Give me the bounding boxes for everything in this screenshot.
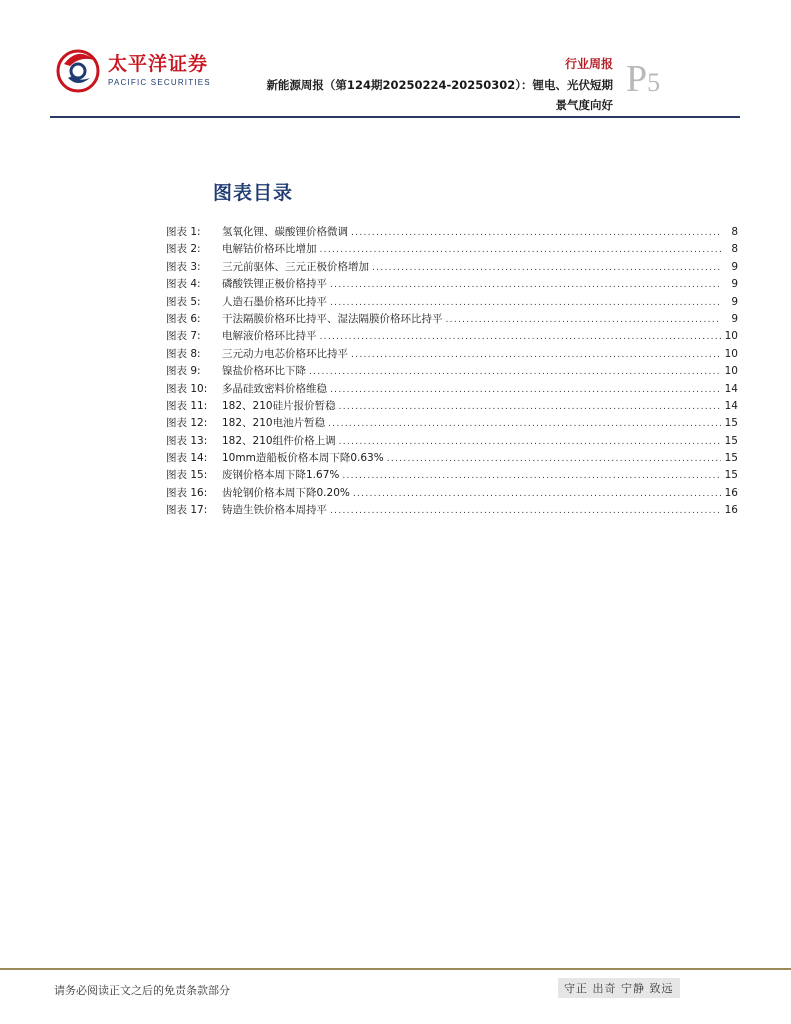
toc-dot-leader xyxy=(351,350,721,360)
toc-entry-page: 8 xyxy=(731,226,738,238)
toc-dot-leader xyxy=(330,506,721,516)
toc-entry-label: 图表 5: xyxy=(166,295,201,308)
toc-entry-label: 图表 9: xyxy=(166,365,201,378)
toc-entry-title: 齿轮钢价格本周下降0.20% xyxy=(222,486,350,499)
toc-entry-title: 182、210电池片暂稳 xyxy=(222,417,326,430)
toc-entry-label: 图表 1: xyxy=(166,226,201,238)
toc-entry[interactable] xyxy=(166,311,738,328)
logo-text-cn: 太平洋证券 xyxy=(108,53,209,75)
toc-entry-label: 图表 2: xyxy=(166,243,201,256)
toc-dot-leader xyxy=(342,471,721,481)
toc-entry-page: 16 xyxy=(724,504,738,517)
toc-entry-title: 三元前驱体、三元正极价格增加 xyxy=(222,260,369,273)
toc-entry-page: 9 xyxy=(731,295,738,308)
toc-dot-leader xyxy=(330,298,721,308)
toc-entry-title: 人造石墨价格环比持平 xyxy=(222,295,327,308)
toc-entry-page: 9 xyxy=(731,260,738,273)
toc-entry[interactable] xyxy=(166,398,738,415)
toc-entry[interactable] xyxy=(166,467,738,484)
report-title-line-1: 新能源周报（第124期20250224-20250302）：锂电、光伏短期 xyxy=(266,78,613,92)
company-logo xyxy=(50,44,210,94)
toc-entry[interactable] xyxy=(166,485,738,502)
toc-entry-label: 图表 10: xyxy=(166,382,208,395)
toc-dot-leader xyxy=(372,263,721,273)
toc-dot-leader xyxy=(320,245,722,255)
page-number xyxy=(626,60,660,98)
logo-emblem-icon xyxy=(50,44,106,94)
toc-entry-label: 图表 12: xyxy=(166,417,208,430)
toc-entry-page: 15 xyxy=(724,417,738,430)
toc-entry[interactable] xyxy=(166,328,738,345)
figure-table-of-contents xyxy=(166,224,738,520)
toc-entry-label: 图表 6: xyxy=(166,312,201,325)
toc-entry-label: 图表 16: xyxy=(166,486,208,499)
toc-entry-label: 图表 14: xyxy=(166,452,208,465)
disclaimer-note: 请务必阅读正文之后的免责条款部分 xyxy=(54,984,230,997)
toc-entry-page: 16 xyxy=(724,486,738,499)
toc-dot-leader xyxy=(339,437,721,447)
toc-entry[interactable] xyxy=(166,381,738,398)
toc-entry-title: 多晶硅致密料价格维稳 xyxy=(222,382,327,395)
toc-entry[interactable] xyxy=(166,363,738,380)
toc-entry-label: 图表 13: xyxy=(166,434,208,447)
toc-entry-page: 9 xyxy=(731,312,738,325)
toc-entry-title: 氢氧化锂、碳酸锂价格微调 xyxy=(222,226,348,238)
toc-dot-leader xyxy=(330,280,721,290)
logo-text-en: PACIFIC SECURITIES xyxy=(108,78,211,87)
report-category: 行业周报 xyxy=(564,57,613,71)
toc-entry-title: 铸造生铁价格本周持平 xyxy=(222,504,327,517)
toc-entry-page: 10 xyxy=(724,347,738,360)
toc-entry[interactable] xyxy=(166,450,738,467)
toc-entry-label: 图表 3: xyxy=(166,260,201,273)
toc-entry-title: 磷酸铁锂正极价格持平 xyxy=(222,278,327,291)
page-number-digit: 5 xyxy=(647,68,661,97)
toc-entry-label: 图表 15: xyxy=(166,469,208,482)
toc-dot-leader xyxy=(320,332,722,342)
toc-entry[interactable] xyxy=(166,415,738,432)
toc-entry-page: 9 xyxy=(731,278,738,291)
toc-entry-title: 废钢价格本周下降1.67% xyxy=(222,469,340,482)
toc-entry-page: 10 xyxy=(724,365,738,378)
toc-entry-label: 图表 11: xyxy=(166,399,208,412)
toc-entry-page: 14 xyxy=(724,382,738,395)
report-title xyxy=(193,75,613,115)
toc-entry-title: 电解钴价格环比增加 xyxy=(222,243,317,256)
toc-entry[interactable] xyxy=(166,276,738,293)
toc-heading: 图表目录 xyxy=(213,182,294,204)
toc-entry-page: 15 xyxy=(724,434,738,447)
toc-entry[interactable] xyxy=(166,433,738,450)
toc-entry[interactable] xyxy=(166,241,738,258)
toc-entry-title: 电解液价格环比持平 xyxy=(222,330,317,343)
toc-entry-label: 图表 17: xyxy=(166,504,208,517)
toc-entry-title: 三元动力电芯价格环比持平 xyxy=(222,347,348,360)
toc-entry-label: 图表 7: xyxy=(166,330,201,343)
toc-entry-title: 干法隔膜价格环比持平、湿法隔膜价格环比持平 xyxy=(222,312,443,325)
toc-entry[interactable] xyxy=(166,346,738,363)
page-letter: P xyxy=(626,58,648,100)
toc-dot-leader xyxy=(339,402,721,412)
toc-entry-page: 15 xyxy=(724,469,738,482)
report-title-line-2: 景气度向好 xyxy=(555,98,613,112)
toc-entry-label: 图表 8: xyxy=(166,347,201,360)
toc-dot-leader xyxy=(351,228,721,238)
toc-entry[interactable] xyxy=(166,224,738,241)
toc-entry[interactable] xyxy=(166,259,738,276)
toc-entry-page: 15 xyxy=(724,452,738,465)
toc-dot-leader xyxy=(446,315,722,325)
toc-dot-leader xyxy=(328,419,721,429)
toc-entry-page: 10 xyxy=(724,330,738,343)
toc-dot-leader xyxy=(309,367,721,377)
toc-entry-page: 14 xyxy=(724,399,738,412)
toc-entry-label: 图表 4: xyxy=(166,278,201,291)
toc-entry-title: 10mm造船板价格本周下降0.63% xyxy=(222,452,384,465)
footer-divider xyxy=(0,968,791,970)
toc-entry[interactable] xyxy=(166,502,738,519)
toc-dot-leader xyxy=(387,454,721,464)
toc-dot-leader xyxy=(353,489,721,499)
toc-dot-leader xyxy=(330,385,721,395)
header-divider xyxy=(50,116,740,118)
toc-entry-title: 182、210组件价格上调 xyxy=(222,434,336,447)
company-motto: 守正 出奇 宁静 致远 xyxy=(558,978,680,998)
toc-entry-title: 镍盐价格环比下降 xyxy=(222,365,306,378)
toc-entry-title: 182、210硅片报价暂稳 xyxy=(222,399,336,412)
toc-entry[interactable] xyxy=(166,294,738,311)
toc-entry-page: 8 xyxy=(731,243,738,256)
